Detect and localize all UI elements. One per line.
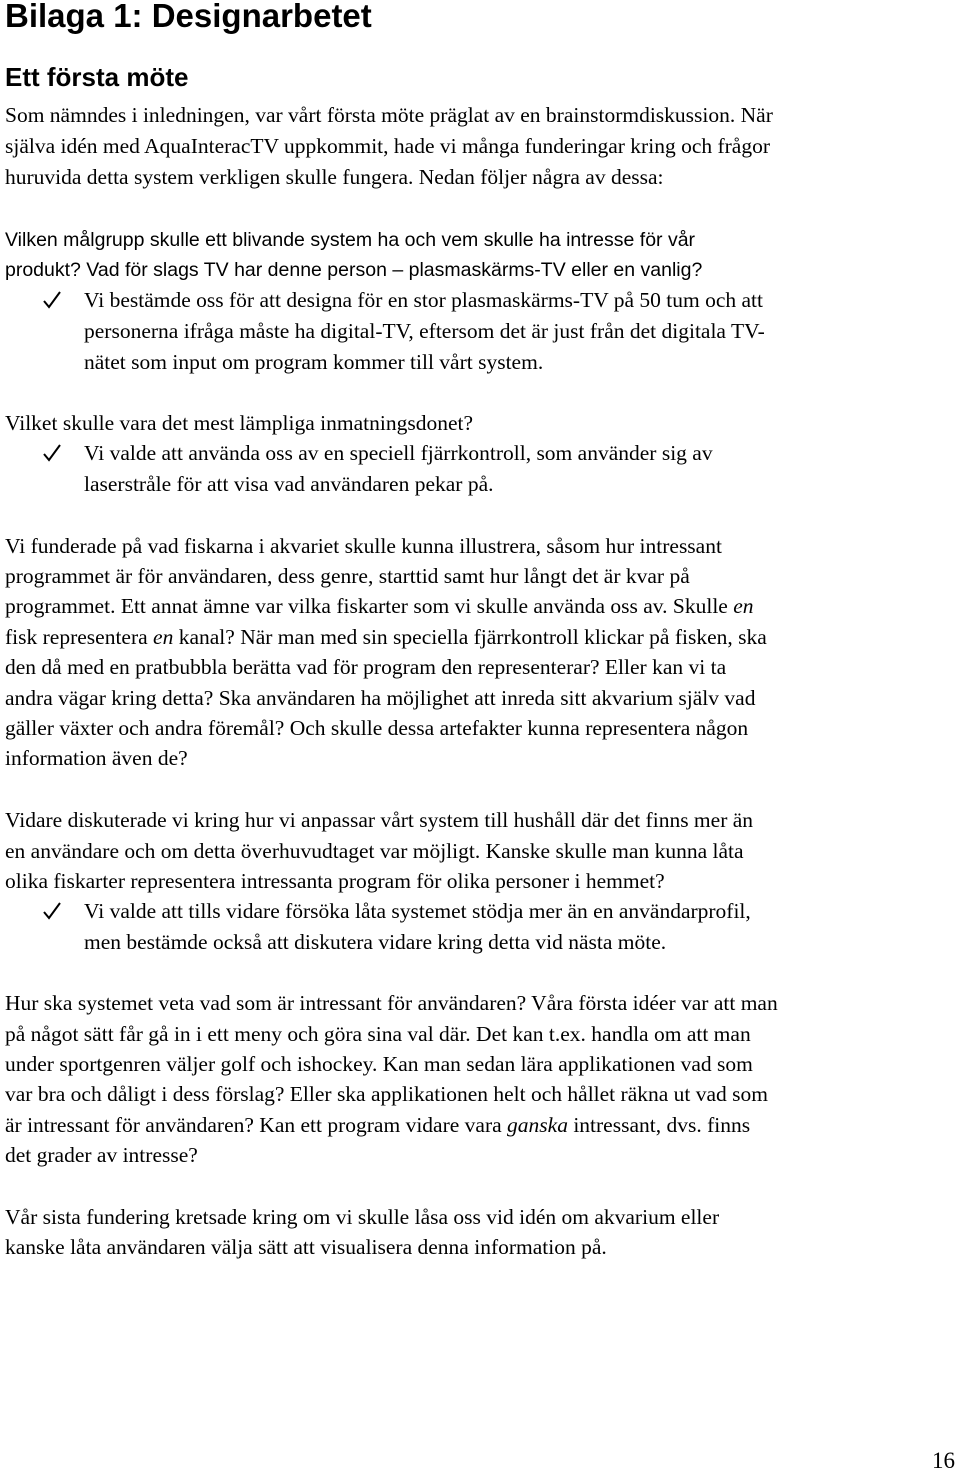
section-heading: Ett första möte — [5, 62, 189, 92]
paragraph-line: en användare och om detta överhuvudtaget var möjligt. Kanske skulle man kunna låta — [5, 839, 744, 863]
paragraph-line: huruvida detta system verkligen skulle fungera. Nedan följer några av dessa: — [5, 165, 664, 189]
checkmark-icon — [41, 442, 63, 464]
paragraph-line: under sportgenren väljer golf och ishockey. Kan man sedan lära applikationen vad som — [5, 1052, 753, 1076]
question-line: Vilken målgrupp skulle ett blivande system ha och vem skulle ha intresse för vår — [5, 229, 696, 251]
paragraph-line: det grader av intresse? — [5, 1143, 198, 1167]
answer-line: personerna ifråga måste ha digital-TV, eftersom det är just från det digitala TV- — [84, 319, 765, 343]
emphasis-text: ganska — [507, 1113, 568, 1137]
paragraph-line — [5, 1110, 750, 1140]
question-line: produkt? Vad för slags TV har denne person – plasmaskärms-TV eller en vanlig? — [5, 259, 703, 281]
emphasis-text: en — [733, 594, 754, 618]
text-run: programmet. Ett annat ämne var vilka fiskarter som vi skulle använda oss av. Skulle — [5, 594, 728, 618]
answer-line: Vi bestämde oss för att designa för en stor plasmaskärms-TV på 50 tum och att — [84, 288, 763, 312]
emphasis-text: en — [153, 625, 174, 649]
answer-line: Vi valde att tills vidare försöka låta systemet stödja mer än en användarprofil, — [84, 899, 751, 923]
answer-line: men bestämde också att diskutera vidare kring detta vid nästa möte. — [84, 930, 667, 954]
paragraph-line — [5, 622, 767, 652]
answer-line: laserstråle för att visa vad användaren pekar på. — [84, 472, 494, 496]
paragraph-line: själva idén med AquaInteracTV uppkommit, hade vi många funderingar kring och frågor — [5, 134, 771, 158]
text-run: är intressant för användaren? Kan ett program vidare vara — [5, 1113, 502, 1137]
answer-line: Vi valde att använda oss av en speciell fjärrkontroll, som använder sig av — [84, 441, 713, 465]
page-number: 16 — [932, 1448, 955, 1473]
checkmark-icon — [41, 900, 63, 922]
checkmark-icon — [41, 289, 63, 311]
text-run: kanal? När man med sin speciella fjärrkontroll klickar på fisken, ska — [178, 625, 767, 649]
paragraph-line: Vi funderade på vad fiskarna i akvariet skulle kunna illustrera, såsom hur intressant — [5, 534, 722, 558]
paragraph-line: kanske låta användaren välja sätt att visualisera denna information på. — [5, 1235, 607, 1259]
paragraph-line: på något sätt får gå in i ett meny och göra sina val där. Det kan t.ex. handla om att man — [5, 1022, 751, 1046]
paragraph-line: programmet är för användaren, dess genre, starttid samt hur långt det är kvar på — [5, 564, 690, 588]
page-heading: Bilaga 1: Designarbetet — [5, 0, 372, 34]
text-run: intressant, dvs. finns — [573, 1113, 751, 1137]
paragraph-line: olika fiskarter representera intressanta program för olika personer i hemmet? — [5, 869, 665, 893]
paragraph-line: Hur ska systemet veta vad som är intressant för användaren? Våra första idéer var att man — [5, 991, 778, 1015]
paragraph-line: den då med en pratbubbla berätta vad för program den representerar? Eller kan vi ta — [5, 655, 727, 679]
paragraph-line: Som nämndes i inledningen, var vårt första möte präglat av en brainstormdiskussion. När — [5, 103, 773, 127]
answer-line: nätet som input om program kommer till vårt system. — [84, 350, 544, 374]
text-run: fisk representera — [5, 625, 148, 649]
paragraph-line: gäller växter och andra föremål? Och skulle dessa artefakter kunna representera någon — [5, 716, 749, 740]
question-line: Vilket skulle vara det mest lämpliga inmatningsdonet? — [5, 411, 474, 435]
paragraph-line: var bra och dåligt i dess förslag? Eller ska applikationen helt och hållet räkna ut vad som — [5, 1082, 769, 1106]
paragraph-line: andra vägar kring detta? Ska användaren ha möjlighet att inreda sitt akvarium själv vad — [5, 686, 756, 710]
paragraph-line: information även de? — [5, 746, 188, 770]
paragraph-line — [5, 591, 754, 621]
paragraph-line: Vår sista fundering kretsade kring om vi skulle låsa oss vid idén om akvarium eller — [5, 1205, 720, 1229]
paragraph-line: Vidare diskuterade vi kring hur vi anpassar vårt system till hushåll där det finns mer än — [5, 808, 754, 832]
